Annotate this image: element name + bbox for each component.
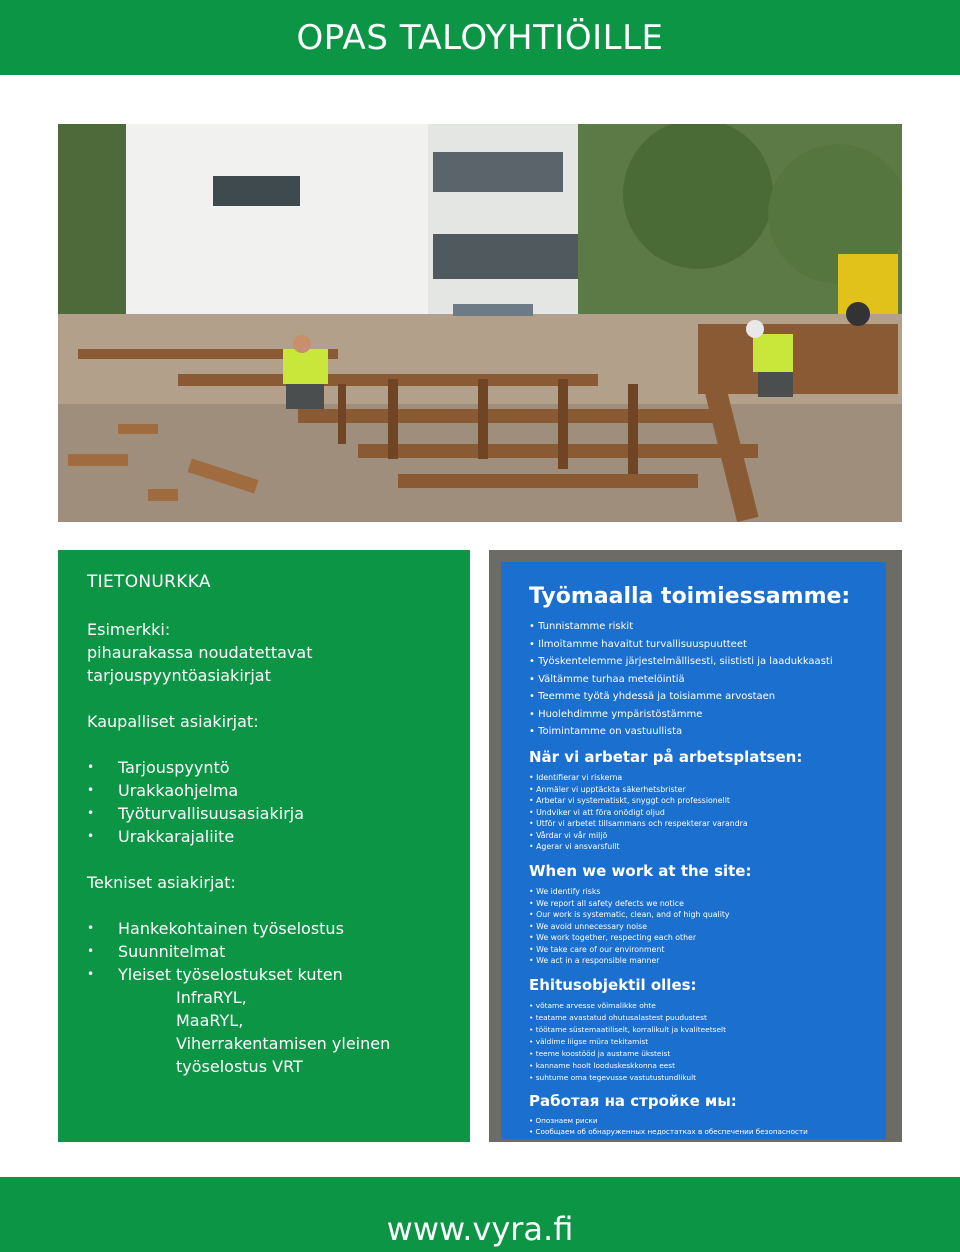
sign-list-item: • Our work is systematic, clean, and of high quality <box>529 910 730 919</box>
sign-list-item: • Utför vi arbetet tillsammans och respekterar varandra <box>529 819 748 828</box>
sign-list-item: • Anmäler vi upptäckta säkerhetsbrister <box>529 784 686 794</box>
info-heading: TIETONURKKA <box>87 572 211 592</box>
sign-list-item: • We report all safety defects we notice <box>529 898 684 908</box>
list-item: • Urakkarajaliite <box>87 825 457 848</box>
sign-list-item: • teatame avastatud ohutusalastest puudustest <box>529 1013 707 1022</box>
sign-list-item: • teeme koostööd ja austame üksteist <box>529 1049 671 1058</box>
list-item: • Yleiset työselostukset kuten <box>87 963 457 986</box>
sign-list-et <box>529 1000 726 1084</box>
sign-list-fi <box>529 618 833 741</box>
construction-photo <box>58 124 902 522</box>
sign-list-item: • suhtume oma tegevusse vastutustundlikult <box>529 1073 697 1082</box>
list-item: • Suunnitelmat <box>87 940 457 963</box>
sign-list-item: • Сообщаем об обнаруженных недостатках в обеспечении безопасности <box>529 1127 808 1136</box>
sign-list-item: • Ilmoitamme havaitut turvallisuuspuutteet <box>529 638 747 650</box>
example-line: tarjouspyyntöasiakirjat <box>87 666 271 685</box>
list-item: • Työturvallisuusasiakirja <box>87 802 457 825</box>
sign-list-sv <box>529 772 748 853</box>
sub-item: MaaRYL, <box>176 1011 244 1030</box>
sign-list-item: • We work together, respecting each other <box>529 933 697 942</box>
sign-list-item: • töötame süstemaatiliselt, korralikult ja kvaliteetselt <box>529 1025 726 1034</box>
construction-photo-illustration <box>58 124 902 522</box>
sub-item: Viherrakentamisen yleinen <box>176 1034 391 1053</box>
sign-list-item: • Tunnistamme riskit <box>529 621 634 632</box>
sub-item: työselostus VRT <box>176 1057 303 1076</box>
sign-list-item: • Toimintamme on vastuullista <box>529 726 683 737</box>
sign-list-item: • Identifierar vi riskerna <box>529 773 623 782</box>
sign-list-item: • Опознаем риски <box>529 1116 598 1125</box>
sign-list-item: • We take care of our environment <box>529 944 665 954</box>
example-line: pihaurakassa noudatettavat <box>87 643 313 662</box>
site-sign-photo <box>489 550 902 1142</box>
sign-list-item: • võtame arvesse võimalikke ohte <box>529 1001 656 1010</box>
sign-list-item: • We act in a responsible manner <box>529 956 660 965</box>
list-item: • Hankekohtainen työselostus <box>87 917 457 940</box>
sign-list-item: • We avoid unnecessary noise <box>529 921 648 931</box>
site-sign <box>501 562 886 1139</box>
example-label: Esimerkki: <box>87 620 171 639</box>
footer-url[interactable]: www.vyra.fi <box>386 1210 574 1248</box>
sign-list-item: • Vårdar vi vår miljö <box>529 830 608 840</box>
commercial-heading: Kaupalliset asiakirjat: <box>87 712 259 731</box>
sign-list-item: • Agerar vi ansvarsfullt <box>529 842 620 851</box>
sign-list-item: • Vältämme turhaa metelöintiä <box>529 673 685 685</box>
technical-heading: Tekniset asiakirjat: <box>87 873 236 892</box>
list-item: • Tarjouspyyntö <box>87 756 457 779</box>
sign-list-item: • väldime liigse müra tekitamist <box>529 1037 649 1046</box>
sign-list-item: • kanname hoolt looduskeskkonna eest <box>529 1061 676 1070</box>
technical-list <box>87 917 457 986</box>
sign-list-item: • Arbetar vi systematiskt, snyggt och professionellt <box>529 796 730 805</box>
commercial-list <box>87 756 457 848</box>
page-title: OPAS TALOYHTIÖILLE <box>296 18 664 58</box>
sign-list-item: • Huolehdimme ympäristöstämme <box>529 708 703 720</box>
sign-list-ru <box>529 1115 808 1137</box>
sign-list-item: • Undviker vi att föra onödigt oljud <box>529 807 665 817</box>
info-body <box>87 618 457 1078</box>
sign-list-en <box>529 886 730 967</box>
sign-list-item: • We identify risks <box>529 887 601 896</box>
sign-title-sv: När vi arbetar på arbetsplatsen: <box>529 748 803 766</box>
list-item: • Urakkaohjelma <box>87 779 457 802</box>
sign-title-et: Ehitusobjektil olles: <box>529 976 697 994</box>
info-box <box>58 550 470 1142</box>
sign-title-fi: Työmaalla toimiessamme: <box>529 584 851 609</box>
sign-title-ru: Работая на стройке мы: <box>529 1092 737 1110</box>
sign-list-item: • Teemme työtä yhdessä ja toisiamme arvostaen <box>529 691 776 702</box>
sub-item: InfraRYL, <box>176 988 247 1007</box>
sign-title-en: When we work at the site: <box>529 862 752 880</box>
sign-list-item: • Työskentelemme järjestelmällisesti, siististi ja laadukkaasti <box>529 656 833 667</box>
